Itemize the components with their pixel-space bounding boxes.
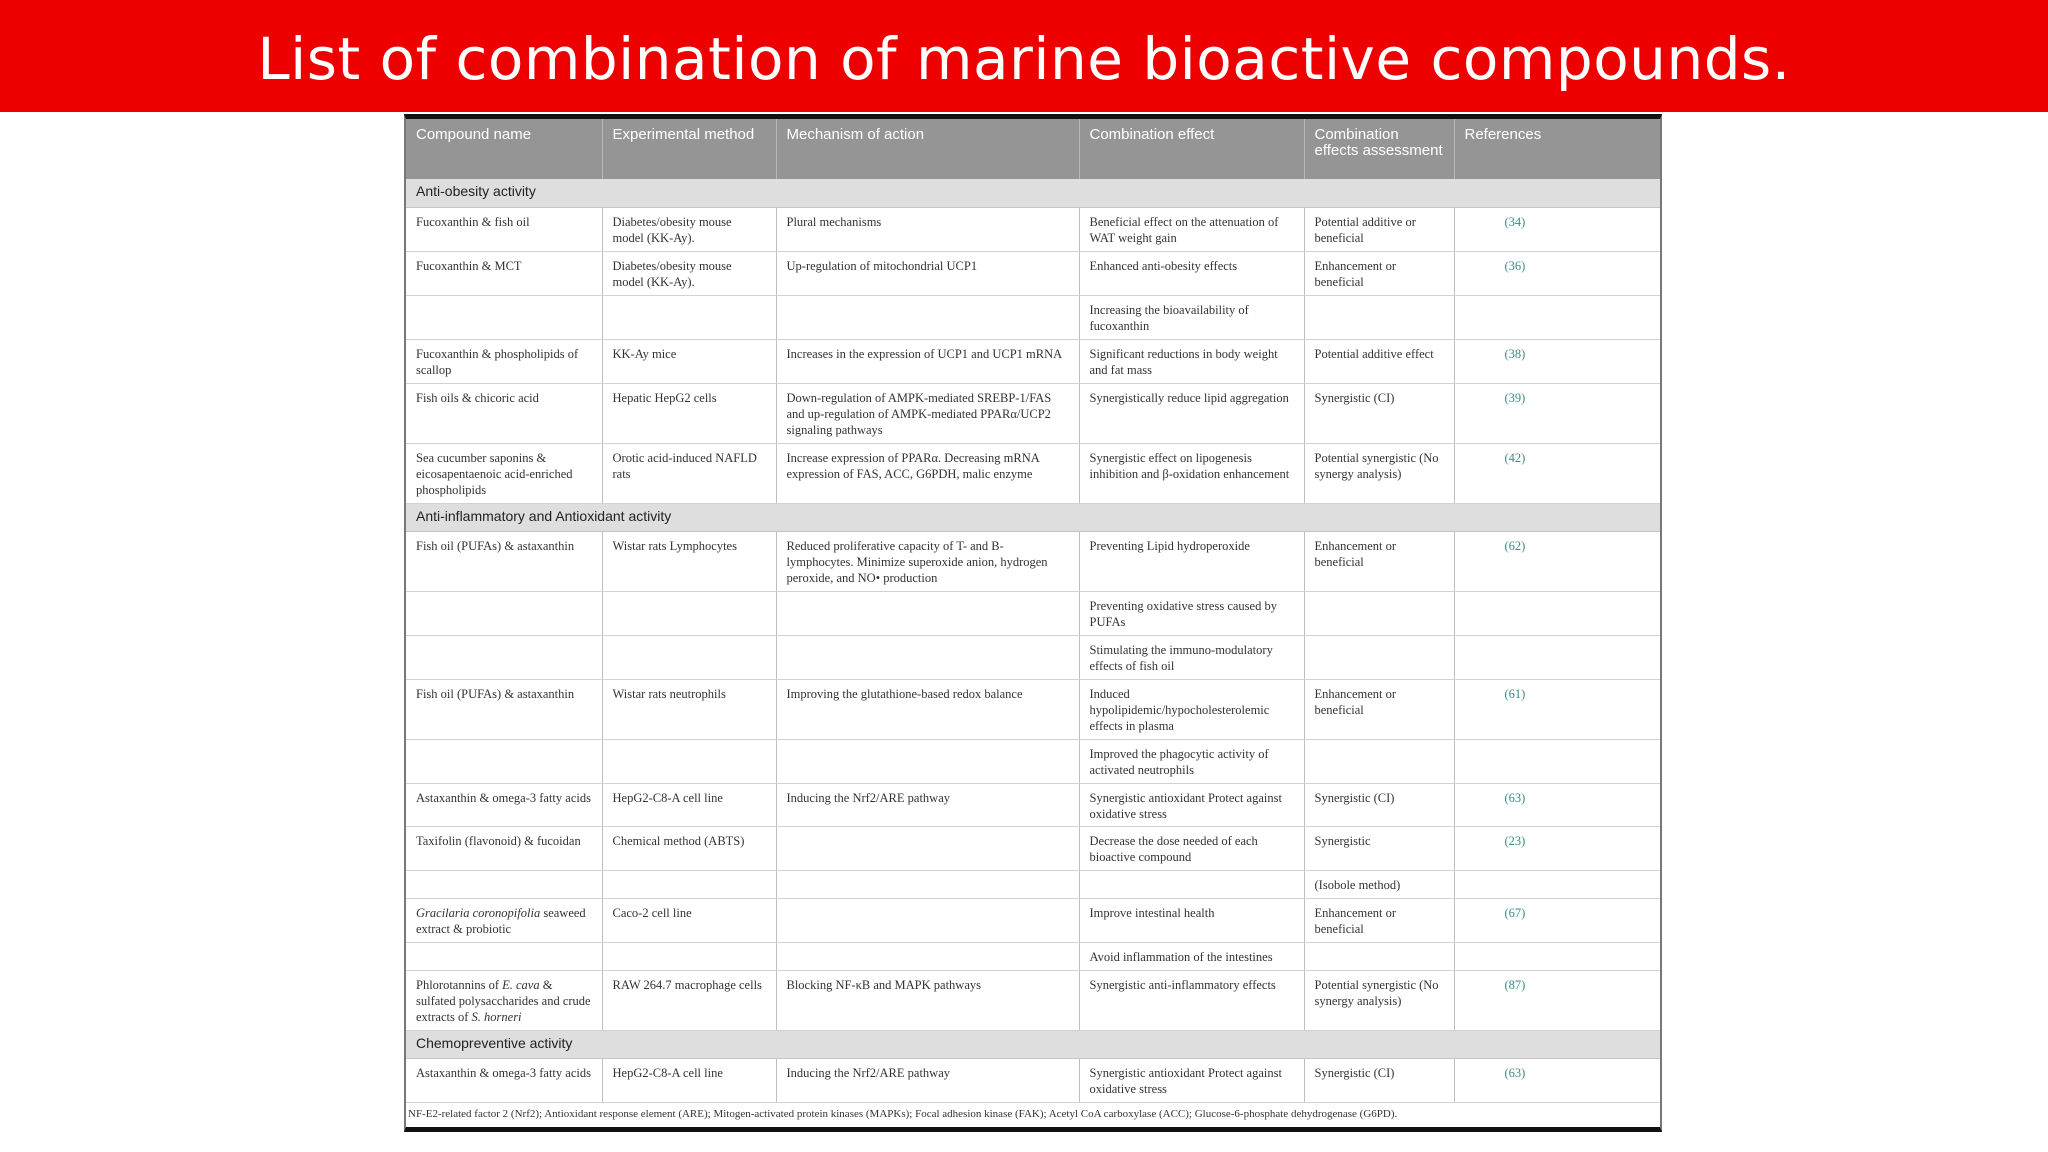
cell-effect: Beneficial effect on the attenuation of WAT weight gain [1079, 207, 1304, 251]
cell-reference[interactable] [1454, 898, 1660, 942]
table-image [404, 114, 1662, 1132]
cell-assessment [1304, 942, 1454, 970]
table-row [406, 251, 1660, 295]
cell-compound: Fucoxanthin & MCT [406, 251, 602, 295]
cell-assessment [1304, 295, 1454, 339]
cell-mechanism [776, 870, 1079, 898]
cell-assessment: Enhancement or beneficial [1304, 251, 1454, 295]
cell-compound [406, 942, 602, 970]
cell-method [602, 942, 776, 970]
header-references: References [1454, 119, 1660, 179]
cell-assessment: Potential additive effect [1304, 339, 1454, 383]
cell-reference[interactable] [1454, 251, 1660, 295]
cell-method [602, 635, 776, 679]
cell-mechanism [776, 295, 1079, 339]
table-row [406, 295, 1660, 339]
cell-mechanism [776, 898, 1079, 942]
cell-effect [1079, 870, 1304, 898]
table-footnote: NF-E2-related factor 2 (Nrf2); Antioxidant response element (ARE); Mitogen-activated protein kinases (MAPKs); Focal adhesion kinase (FAK); Acetyl CoA carboxylase (ACC); Glucose-6-phosphate dehydrogenase (G6PD). [408, 1107, 1398, 1120]
header-experimental-method: Experimental method [602, 119, 776, 179]
table-row [406, 1058, 1660, 1102]
cell-reference [1454, 591, 1660, 635]
cell-method [602, 870, 776, 898]
species-name: E. cava [502, 977, 540, 992]
group-row [406, 1030, 1660, 1058]
reference-link[interactable]: (63) [1504, 790, 1526, 805]
cell-mechanism [776, 635, 1079, 679]
cell-assessment: Synergistic [1304, 826, 1454, 870]
cell-mechanism [776, 942, 1079, 970]
cell-method [602, 591, 776, 635]
reference-link[interactable]: (39) [1504, 390, 1526, 405]
cell-method: KK-Ay mice [602, 339, 776, 383]
cell-reference[interactable] [1454, 826, 1660, 870]
cell-effect: Induced hypolipidemic/hypocholesterolemic effects in plasma [1079, 679, 1304, 739]
cell-assessment: Potential synergistic (No synergy analysis) [1304, 443, 1454, 503]
cell-reference [1454, 739, 1660, 783]
cell-assessment: Enhancement or beneficial [1304, 531, 1454, 591]
cell-effect: Improve intestinal health [1079, 898, 1304, 942]
cell-method: Wistar rats neutrophils [602, 679, 776, 739]
table-row [406, 942, 1660, 970]
cell-compound: Fish oil (PUFAs) & astaxanthin [406, 531, 602, 591]
slide-title: List of combination of marine bioactive compounds. [257, 25, 1791, 93]
group-label-anti-obesity: Anti-obesity activity [406, 179, 1660, 207]
cell-compound [406, 591, 602, 635]
cell-mechanism: Down-regulation of AMPK-mediated SREBP-1/FAS and up-regulation of AMPK-mediated PPARα/UCP2 signaling pathways [776, 383, 1079, 443]
cell-reference[interactable] [1454, 783, 1660, 826]
cell-compound: Taxifolin (flavonoid) & fucoidan [406, 826, 602, 870]
table-row [406, 970, 1660, 1030]
cell-reference[interactable] [1454, 1058, 1660, 1102]
cell-reference[interactable] [1454, 339, 1660, 383]
cell-effect: Synergistically reduce lipid aggregation [1079, 383, 1304, 443]
reference-link[interactable]: (67) [1504, 905, 1526, 920]
table-row [406, 531, 1660, 591]
table-row [406, 739, 1660, 783]
table-row [406, 783, 1660, 826]
cell-method: Orotic acid-induced NAFLD rats [602, 443, 776, 503]
cell-reference[interactable] [1454, 679, 1660, 739]
cell-assessment: (Isobole method) [1304, 870, 1454, 898]
cell-assessment: Enhancement or beneficial [1304, 679, 1454, 739]
species-name: S. horneri [471, 1009, 522, 1024]
cell-method [602, 295, 776, 339]
cell-compound: Fish oils & chicoric acid [406, 383, 602, 443]
cell-reference[interactable] [1454, 383, 1660, 443]
table-row [406, 443, 1660, 503]
cell-compound: Fucoxanthin & fish oil [406, 207, 602, 251]
header-compound-name: Compound name [406, 119, 602, 179]
cell-mechanism: Increase expression of PPARα. Decreasing mRNA expression of FAS, ACC, G6PDH, malic enzyme [776, 443, 1079, 503]
reference-link[interactable]: (63) [1504, 1065, 1526, 1080]
cell-effect: Synergistic antioxidant Protect against oxidative stress [1079, 1058, 1304, 1102]
reference-link[interactable]: (62) [1504, 538, 1526, 553]
cell-mechanism: Increases in the expression of UCP1 and UCP1 mRNA [776, 339, 1079, 383]
cell-mechanism: Blocking NF-κB and MAPK pathways [776, 970, 1079, 1030]
reference-link[interactable]: (34) [1504, 214, 1526, 229]
cell-compound [406, 870, 602, 898]
table-row [406, 339, 1660, 383]
cell-assessment: Synergistic (CI) [1304, 383, 1454, 443]
cell-assessment [1304, 635, 1454, 679]
cell-mechanism: Inducing the Nrf2/ARE pathway [776, 783, 1079, 826]
cell-reference [1454, 295, 1660, 339]
cell-reference [1454, 942, 1660, 970]
group-label-anti-inflammatory: Anti-inflammatory and Antioxidant activity [406, 503, 1660, 531]
cell-effect: Decrease the dose needed of each bioactive compound [1079, 826, 1304, 870]
cell-reference[interactable] [1454, 970, 1660, 1030]
cell-reference [1454, 870, 1660, 898]
cell-assessment: Synergistic (CI) [1304, 1058, 1454, 1102]
cell-method: Wistar rats Lymphocytes [602, 531, 776, 591]
cell-effect: Stimulating the immuno-modulatory effects of fish oil [1079, 635, 1304, 679]
header-combination-effect: Combination effect [1079, 119, 1304, 179]
cell-assessment: Potential additive or beneficial [1304, 207, 1454, 251]
cell-method: RAW 264.7 macrophage cells [602, 970, 776, 1030]
cell-mechanism [776, 591, 1079, 635]
cell-compound: Sea cucumber saponins & eicosapentaenoic acid-enriched phospholipids [406, 443, 602, 503]
header-effects-assessment: Combination effects assessment [1304, 119, 1454, 179]
cell-assessment: Synergistic (CI) [1304, 783, 1454, 826]
group-row [406, 503, 1660, 531]
cell-compound [406, 739, 602, 783]
cell-effect: Improved the phagocytic activity of activated neutrophils [1079, 739, 1304, 783]
table-row [406, 679, 1660, 739]
cell-method: Diabetes/obesity mouse model (KK-Ay). [602, 251, 776, 295]
cell-effect: Synergistic anti-inflammatory effects [1079, 970, 1304, 1030]
cell-effect: Enhanced anti-obesity effects [1079, 251, 1304, 295]
cell-effect: Preventing Lipid hydroperoxide [1079, 531, 1304, 591]
cell-compound: Astaxanthin & omega-3 fatty acids [406, 783, 602, 826]
cell-method: HepG2-C8-A cell line [602, 1058, 776, 1102]
cell-reference[interactable] [1454, 531, 1660, 591]
cell-mechanism [776, 826, 1079, 870]
cell-compound [406, 295, 602, 339]
reference-link[interactable]: (42) [1504, 450, 1526, 465]
cell-reference [1454, 635, 1660, 679]
table-header-row [406, 119, 1660, 179]
table-row [406, 635, 1660, 679]
header-mechanism: Mechanism of action [776, 119, 1079, 179]
reference-link[interactable]: (38) [1504, 346, 1526, 361]
reference-link[interactable]: (61) [1504, 686, 1526, 701]
cell-assessment: Enhancement or beneficial [1304, 898, 1454, 942]
table-row [406, 383, 1660, 443]
cell-compound: Gracilaria coronopifolia seaweed extract & probiotic [406, 898, 602, 942]
group-label-chemopreventive: Chemopreventive activity [406, 1030, 1660, 1058]
cell-mechanism: Plural mechanisms [776, 207, 1079, 251]
reference-link[interactable]: (23) [1504, 833, 1526, 848]
table-row [406, 870, 1660, 898]
cell-method: HepG2-C8-A cell line [602, 783, 776, 826]
group-row [406, 179, 1660, 207]
table-row [406, 898, 1660, 942]
cell-effect: Avoid inflammation of the intestines [1079, 942, 1304, 970]
cell-mechanism: Reduced proliferative capacity of T- and B-lymphocytes. Minimize superoxide anion, hydrogen peroxide, and NO• production [776, 531, 1079, 591]
cell-mechanism: Improving the glutathione-based redox balance [776, 679, 1079, 739]
cell-reference[interactable] [1454, 207, 1660, 251]
cell-assessment [1304, 739, 1454, 783]
cell-compound: Phlorotannins of E. cava & sulfated polysaccharides and crude extracts of S. horneri [406, 970, 602, 1030]
cell-mechanism: Inducing the Nrf2/ARE pathway [776, 1058, 1079, 1102]
cell-mechanism [776, 739, 1079, 783]
cell-effect: Significant reductions in body weight and fat mass [1079, 339, 1304, 383]
cell-compound: Astaxanthin & omega-3 fatty acids [406, 1058, 602, 1102]
table-row [406, 207, 1660, 251]
cell-assessment [1304, 591, 1454, 635]
cell-effect: Synergistic effect on lipogenesis inhibition and β-oxidation enhancement [1079, 443, 1304, 503]
cell-method: Hepatic HepG2 cells [602, 383, 776, 443]
species-name: Gracilaria coronopifolia [416, 905, 541, 920]
cell-method: Caco-2 cell line [602, 898, 776, 942]
cell-effect: Preventing oxidative stress caused by PUFAs [1079, 591, 1304, 635]
cell-mechanism: Up-regulation of mitochondrial UCP1 [776, 251, 1079, 295]
cell-method: Chemical method (ABTS) [602, 826, 776, 870]
table-row [406, 826, 1660, 870]
cell-assessment: Potential synergistic (No synergy analysis) [1304, 970, 1454, 1030]
reference-link[interactable]: (36) [1504, 258, 1526, 273]
cell-compound: Fucoxanthin & phospholipids of scallop [406, 339, 602, 383]
table-row [406, 591, 1660, 635]
title-banner [0, 0, 2048, 112]
cell-method [602, 739, 776, 783]
cell-compound [406, 635, 602, 679]
cell-reference[interactable] [1454, 443, 1660, 503]
cell-effect: Synergistic antioxidant Protect against oxidative stress [1079, 783, 1304, 826]
compounds-table [406, 119, 1660, 1103]
cell-compound: Fish oil (PUFAs) & astaxanthin [406, 679, 602, 739]
reference-link[interactable]: (87) [1504, 977, 1526, 992]
cell-effect: Increasing the bioavailability of fucoxanthin [1079, 295, 1304, 339]
cell-method: Diabetes/obesity mouse model (KK-Ay). [602, 207, 776, 251]
